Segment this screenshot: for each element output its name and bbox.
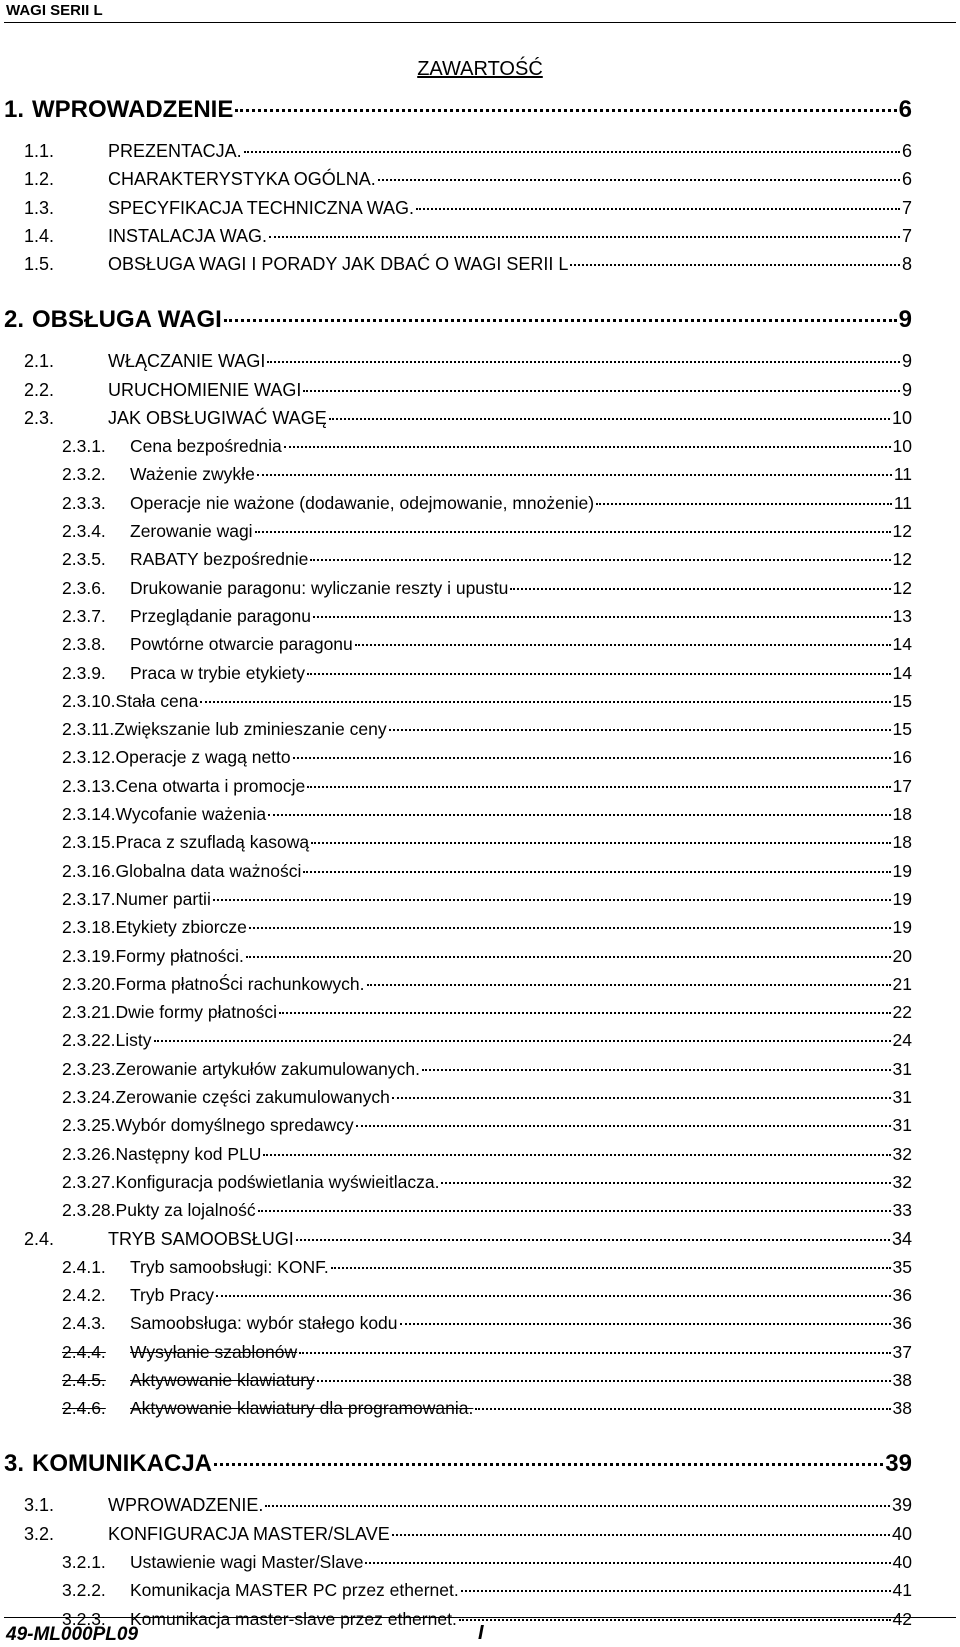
toc-entry[interactable] [62, 1115, 912, 1136]
toc-entry-number: 3.2. [24, 1523, 55, 1544]
toc-leader-dots [268, 814, 890, 816]
toc-leader-dots [441, 1182, 890, 1184]
toc-leader-dots [461, 1590, 891, 1592]
toc-leader-dots [365, 1562, 890, 1564]
toc-entry-number: 2.3.7. [62, 605, 106, 626]
toc-entry[interactable] [4, 306, 912, 334]
toc-entry-page: 38 [892, 1370, 912, 1390]
toc-entry-number: 2.3.23. [62, 1058, 116, 1079]
toc-entry[interactable] [24, 380, 912, 401]
toc-entry-number: 2.3.19. [62, 945, 116, 966]
toc-entry[interactable] [24, 351, 912, 372]
toc-entry-page: 19 [892, 917, 912, 938]
toc-entry[interactable] [24, 1524, 912, 1545]
toc-leader-dots [213, 899, 891, 901]
toc-entry[interactable] [62, 634, 912, 655]
toc-leader-dots [299, 1352, 890, 1354]
toc-entry-number: 2.4. [24, 1228, 55, 1249]
toc-entry-title: Zerowanie artykułów zakumulowanych. [115, 1058, 420, 1079]
toc-entry-number: 2.3.16. [62, 860, 116, 881]
toc-leader-dots [258, 1210, 891, 1212]
toc-entry-page: 21 [892, 973, 912, 994]
toc-entry-number: 2.3.21. [62, 1002, 116, 1023]
toc-entry-number: 2.3.26. [62, 1143, 116, 1164]
toc-entry-page: 6 [901, 141, 912, 161]
toc-entry[interactable] [62, 1313, 912, 1334]
toc-entry-page: 39 [891, 1495, 912, 1516]
toc-leader-dots [307, 786, 890, 788]
toc-entry-title: Konfiguracja podświetlania wyświeitlacza. [115, 1171, 440, 1192]
toc-entry-title: KONFIGURACJA MASTER/SLAVE [108, 1523, 390, 1544]
toc-entry-number: 2.3.10. [62, 690, 116, 711]
footer-page-number: I [478, 1622, 484, 1644]
toc-entry-number: 2.4.4. [62, 1341, 106, 1362]
toc-entry-page: 9 [901, 351, 912, 372]
toc-entry-number: 2.1. [24, 351, 55, 372]
toc-entry-number: 2.3.15. [62, 832, 116, 853]
toc-entry-number: 2.3.5. [62, 549, 106, 570]
toc-leader-dots [284, 446, 891, 448]
toc-entry-title: OBSŁUGA WAGI I PORADY JAK DBAĆ O WAGI SERII L [108, 254, 569, 275]
toc-entry-title: Operacje z wagą netto [115, 747, 291, 768]
toc-entry-number: 3.2.2. [62, 1580, 106, 1601]
toc-entry[interactable] [62, 464, 912, 485]
toc-entry[interactable] [24, 408, 912, 429]
toc-entry-page: 14 [892, 662, 912, 683]
toc-entry-number: 2.3.24. [62, 1087, 116, 1107]
toc-entry[interactable] [62, 578, 912, 599]
toc-entry-title: RABATY bezpośrednie [130, 549, 309, 570]
toc-entry-title: KOMUNIKACJA [32, 1450, 213, 1478]
toc-entry-title: Wycofanie ważenia [115, 804, 267, 824]
toc-entry-number: 2.3.20. [62, 973, 116, 994]
toc-entry-number: 2.3.11. [62, 719, 115, 740]
toc-leader-dots [307, 673, 890, 675]
toc-entry-title: Samoobsługa: wybór stałego kodu [130, 1313, 398, 1334]
toc-entry-title: Zwiększanie lub zminieszanie ceny [114, 719, 387, 740]
toc-entry[interactable] [24, 198, 912, 219]
toc-entry-number: 1.3. [24, 197, 55, 218]
toc-leader-dots [296, 1239, 890, 1241]
toc-entry[interactable] [62, 804, 912, 825]
toc-entry[interactable] [24, 169, 912, 190]
toc-leader-dots [293, 757, 891, 759]
toc-entry[interactable] [62, 946, 912, 967]
toc-leader-dots [269, 236, 900, 238]
toc-entry-page: 12 [892, 549, 912, 570]
toc-leader-dots [255, 531, 891, 533]
toc-entry-page: 7 [901, 197, 912, 218]
toc-entry[interactable] [62, 549, 912, 570]
toc-entry[interactable] [4, 1450, 912, 1478]
toc-entry-title: Ustawienie wagi Master/Slave [130, 1551, 364, 1572]
toc-entry-page: 41 [892, 1580, 912, 1601]
toc-entry[interactable] [24, 1229, 912, 1250]
toc-entry-page: 34 [891, 1228, 912, 1249]
toc-entry-title: Ważenie zwykłe [130, 464, 255, 485]
toc-entry-title: Przeglądanie paragonu [130, 605, 311, 626]
toc-entry-number: 3.1. [24, 1495, 55, 1516]
toc-entry-number: 2.4.3. [62, 1313, 106, 1334]
toc-leader-dots [510, 588, 890, 590]
toc-leader-dots [249, 927, 891, 929]
toc-entry-page: 6 [898, 96, 912, 123]
toc-entry-title: Praca z szufladą kasową [115, 832, 310, 853]
footer-doc-code: 49-ML000PL09 [6, 1624, 139, 1645]
toc-entry-page: 14 [892, 634, 912, 655]
toc-entry[interactable] [62, 1552, 912, 1573]
toc-entry-page: 37 [892, 1341, 912, 1362]
toc-leader-dots [422, 1069, 891, 1071]
toc-entry-title: Tryb Pracy [130, 1285, 214, 1306]
toc-leader-dots [378, 179, 900, 181]
toc-entry[interactable] [62, 1030, 912, 1051]
toc-entry-page: 40 [891, 1523, 912, 1544]
toc-entry-title: PREZENTACJA. [108, 141, 242, 161]
toc-entry-title: Aktywowanie klawiatury dla programowania. [130, 1398, 474, 1419]
toc-entry[interactable] [62, 691, 912, 712]
toc-leader-dots [313, 616, 891, 618]
toc-entry[interactable] [62, 1172, 912, 1193]
toc-entry-title: Wysyłanie szablonów [130, 1341, 298, 1362]
toc-entry-number: 2.3.2. [62, 464, 106, 485]
toc-leader-dots [257, 474, 892, 476]
toc-entry-title: JAK OBSŁUGIWAĆ WAGĘ [108, 407, 327, 428]
toc-entry-title: Powtórne otwarcie paragonu [130, 634, 353, 655]
toc-entry-page: 22 [892, 1002, 912, 1023]
toc-entry-title: WPROWADZENIE [32, 96, 234, 123]
toc-leader-dots [311, 842, 890, 844]
toc-entry-title: CHARAKTERYSTYKA OGÓLNA. [108, 169, 376, 190]
toc-entry-title: Zerowanie wagi [130, 521, 253, 541]
toc-entry[interactable] [62, 1144, 912, 1165]
toc-entry-number: 3. [4, 1450, 25, 1478]
toc-entry[interactable] [62, 719, 912, 740]
toc-entry[interactable] [4, 96, 912, 124]
toc-entry-number: 2.4.1. [62, 1256, 106, 1277]
toc-entry[interactable] [62, 663, 912, 684]
toc-leader-dots [244, 151, 900, 153]
toc-leader-dots [392, 1534, 890, 1536]
toc-entry[interactable] [24, 1495, 912, 1516]
toc-entry-page: 18 [892, 804, 912, 824]
toc-entry-page: 40 [892, 1551, 912, 1572]
toc-entry-number: 3.2.3. [62, 1608, 106, 1629]
toc-entry-title: Komunikacja master-slave przez ethernet. [130, 1608, 457, 1629]
toc-entry-title: Globalna data ważności [115, 860, 302, 881]
toc-entry-number: 2.3.22. [62, 1030, 116, 1051]
toc-entry-number: 1.2. [24, 169, 55, 190]
toc-entry-number: 1.4. [24, 225, 55, 246]
toc-entry-title: SPECYFIKACJA TECHNICZNA WAG. [108, 197, 415, 218]
toc-entry[interactable] [62, 1257, 912, 1278]
toc-entry-page: 12 [892, 521, 912, 541]
toc-entry-title: Pukty za lojalność [115, 1200, 256, 1221]
header-title: WAGI SERII L [6, 2, 103, 19]
toc-entry-page: 32 [892, 1171, 912, 1192]
toc-entry-title: Numer partii [115, 888, 211, 909]
toc-entry[interactable] [62, 1398, 912, 1419]
toc-entry-title: Aktywowanie klawiatury [130, 1370, 315, 1390]
toc-entry-title: Forma płatnoŚci rachunkowych. [115, 973, 365, 994]
toc-entry-title: Cena otwarta i promocje [115, 775, 306, 796]
toc-entry-number: 2. [4, 306, 25, 334]
toc-entry-number: 2.3.14. [62, 804, 116, 824]
toc-entry-number: 2.3.4. [62, 521, 106, 541]
toc-entry-page: 19 [892, 888, 912, 909]
toc-leader-dots [389, 729, 891, 731]
toc-entry-number: 1.1. [24, 141, 55, 161]
toc-entry-title: Następny kod PLU [115, 1143, 262, 1164]
toc-entry-page: 31 [892, 1115, 912, 1136]
toc-entry[interactable] [24, 141, 912, 162]
toc-entry[interactable] [62, 917, 912, 938]
toc-entry[interactable] [62, 1087, 912, 1108]
toc-entry-page: 12 [892, 577, 912, 598]
toc-entry-title: Operacje nie ważone (dodawanie, odejmowanie, mnożenie) [130, 492, 595, 513]
toc-entry-page: 16 [892, 747, 912, 768]
toc-leader-dots [224, 319, 897, 322]
toc-leader-dots [216, 1295, 891, 1297]
toc-leader-dots [475, 1408, 890, 1410]
toc-entry-number: 1.5. [24, 254, 55, 275]
toc-entry[interactable] [62, 1342, 912, 1363]
toc-entry[interactable] [62, 1285, 912, 1306]
toc-leader-dots [265, 1505, 890, 1507]
toc-entry[interactable] [62, 606, 912, 627]
toc-entry[interactable] [62, 1370, 912, 1391]
toc-entry-title: Cena bezpośrednia [130, 436, 282, 457]
toc-leader-dots [267, 361, 900, 363]
toc-entry[interactable] [62, 521, 912, 542]
toc-entry-number: 2.3.1. [62, 436, 106, 457]
toc-entry-page: 11 [893, 492, 912, 513]
toc-leader-dots [355, 644, 891, 646]
toc-entry-number: 2.3.28. [62, 1200, 116, 1221]
toc-entry-title: Zerowanie części zakumulowanych [115, 1087, 390, 1107]
toc-entry-page: 6 [901, 169, 912, 190]
toc-entry-number: 2.4.2. [62, 1285, 106, 1306]
toc-entry-title: Praca w trybie etykiety [130, 662, 306, 683]
toc-entry-title: WŁĄCZANIE WAGI [108, 351, 266, 372]
toc-entry-page: 32 [892, 1143, 912, 1164]
toc-entry-title: Stała cena [115, 690, 199, 711]
toc-leader-dots [263, 1154, 890, 1156]
toc-leader-dots [214, 1463, 883, 1466]
toc-entry[interactable] [62, 861, 912, 882]
toc-leader-dots [331, 1267, 891, 1269]
toc-entry[interactable] [62, 832, 912, 853]
toc-entry-page: 36 [892, 1313, 912, 1334]
toc-entry-title: Wybór domyślnego spredawcy [115, 1115, 354, 1136]
toc-entry-title: INSTALACJA WAG. [108, 225, 268, 246]
toc-entry-number: 2.3.12. [62, 747, 116, 768]
toc-entry-page: 15 [892, 719, 912, 740]
toc-entry-page: 19 [892, 860, 912, 881]
toc-entry-page: 42 [892, 1608, 912, 1629]
toc-entry-page: 17 [892, 775, 912, 796]
toc-entry-title: Listy [115, 1030, 152, 1051]
toc-entry-page: 10 [891, 407, 912, 428]
toc-entry-number: 2.3.25. [62, 1115, 116, 1136]
toc-leader-dots [416, 208, 900, 210]
toc-entry[interactable] [62, 974, 912, 995]
toc-entry-number: 2.3.6. [62, 577, 106, 598]
toc-leader-dots [246, 956, 891, 958]
toc-entry-number: 2.3.3. [62, 492, 106, 513]
toc-leader-dots [235, 109, 896, 112]
toc-title: ZAWARTOŚĆ [417, 58, 543, 80]
toc-entry-page: 24 [892, 1030, 912, 1051]
toc-entry-number: 2.3.8. [62, 634, 106, 655]
toc-entry-page: 8 [901, 254, 912, 275]
toc-entry-title: Etykiety zbiorcze [115, 917, 247, 938]
toc-entry-number: 3.2.1. [62, 1551, 106, 1572]
toc-entry-page: 15 [892, 690, 912, 711]
toc-entry-title: OBSŁUGA WAGI [32, 306, 222, 334]
toc-entry[interactable] [62, 1002, 912, 1023]
toc-entry-number: 2.4.5. [62, 1370, 106, 1390]
toc-leader-dots [303, 390, 900, 392]
page-footer [4, 1617, 956, 1647]
toc-entry-title: Dwie formy płatności [115, 1002, 277, 1023]
toc-entry[interactable] [24, 254, 912, 275]
toc-leader-dots [200, 701, 890, 703]
toc-leader-dots [310, 559, 890, 561]
toc-entry-number: 1. [4, 96, 25, 123]
toc-leader-dots [596, 503, 892, 505]
toc-entry-number: 2.3.9. [62, 662, 106, 683]
toc-entry-page: 13 [892, 605, 912, 626]
toc-entry[interactable] [62, 747, 912, 768]
toc-entry-page: 39 [885, 1450, 912, 1478]
toc-entry-number: 2.3.17. [62, 888, 116, 909]
toc-entry-page: 31 [892, 1058, 912, 1079]
toc-entry-number: 2.3. [24, 407, 55, 428]
toc-entry-title: Formy płatności. [115, 945, 244, 966]
toc-entry-page: 9 [901, 379, 912, 400]
toc-entry[interactable] [62, 889, 912, 910]
toc-entry-number: 2.3.18. [62, 917, 116, 938]
toc-entry-title: Komunikacja MASTER PC przez ethernet. [130, 1580, 459, 1601]
toc-entry-title: WPROWADZENIE. [108, 1495, 264, 1516]
toc-entry-page: 20 [892, 945, 912, 966]
toc-entry-page: 38 [892, 1398, 912, 1419]
toc-entry[interactable] [62, 1059, 912, 1080]
toc-entry-page: 33 [892, 1200, 912, 1221]
toc-entry-page: 36 [892, 1285, 912, 1306]
toc-entry-number: 2.4.6. [62, 1398, 106, 1419]
toc-entry-title: Drukowanie paragonu: wyliczanie reszty i upustu [130, 577, 509, 598]
toc-entry-page: 35 [892, 1256, 912, 1277]
toc-entry-page: 9 [898, 306, 912, 334]
toc-leader-dots [303, 871, 890, 873]
toc-entry-page: 11 [893, 464, 912, 485]
toc-leader-dots [367, 984, 891, 986]
toc-leader-dots [356, 1125, 891, 1127]
toc-entry[interactable] [24, 226, 912, 247]
toc-entry-title: Tryb samoobsługi: KONF. [130, 1256, 329, 1277]
toc-entry-number: 2.3.13. [62, 775, 116, 796]
toc-leader-dots [392, 1097, 891, 1099]
toc-leader-dots [400, 1323, 891, 1325]
toc-entry-title: URUCHOMIENIE WAGI [108, 379, 302, 400]
toc-entry-title: TRYB SAMOOBSŁUGI [108, 1228, 294, 1249]
toc-entry-page: 10 [892, 436, 912, 457]
toc-entry[interactable] [62, 776, 912, 797]
toc-leader-dots [317, 1380, 891, 1382]
toc-entry[interactable] [62, 436, 912, 457]
toc-entry-number: 2.3.27. [62, 1171, 116, 1192]
toc-leader-dots [329, 418, 890, 420]
toc-entry[interactable] [62, 1580, 912, 1601]
toc-leader-dots [570, 264, 900, 266]
toc-entry[interactable] [62, 1200, 912, 1221]
toc-entry[interactable] [62, 493, 912, 514]
toc-entry-number: 2.2. [24, 379, 55, 400]
toc-entry-page: 31 [892, 1087, 912, 1107]
toc-leader-dots [279, 1012, 891, 1014]
toc-entry-page: 7 [901, 225, 912, 246]
toc-entry-page: 18 [892, 832, 912, 853]
toc-leader-dots [154, 1040, 891, 1042]
